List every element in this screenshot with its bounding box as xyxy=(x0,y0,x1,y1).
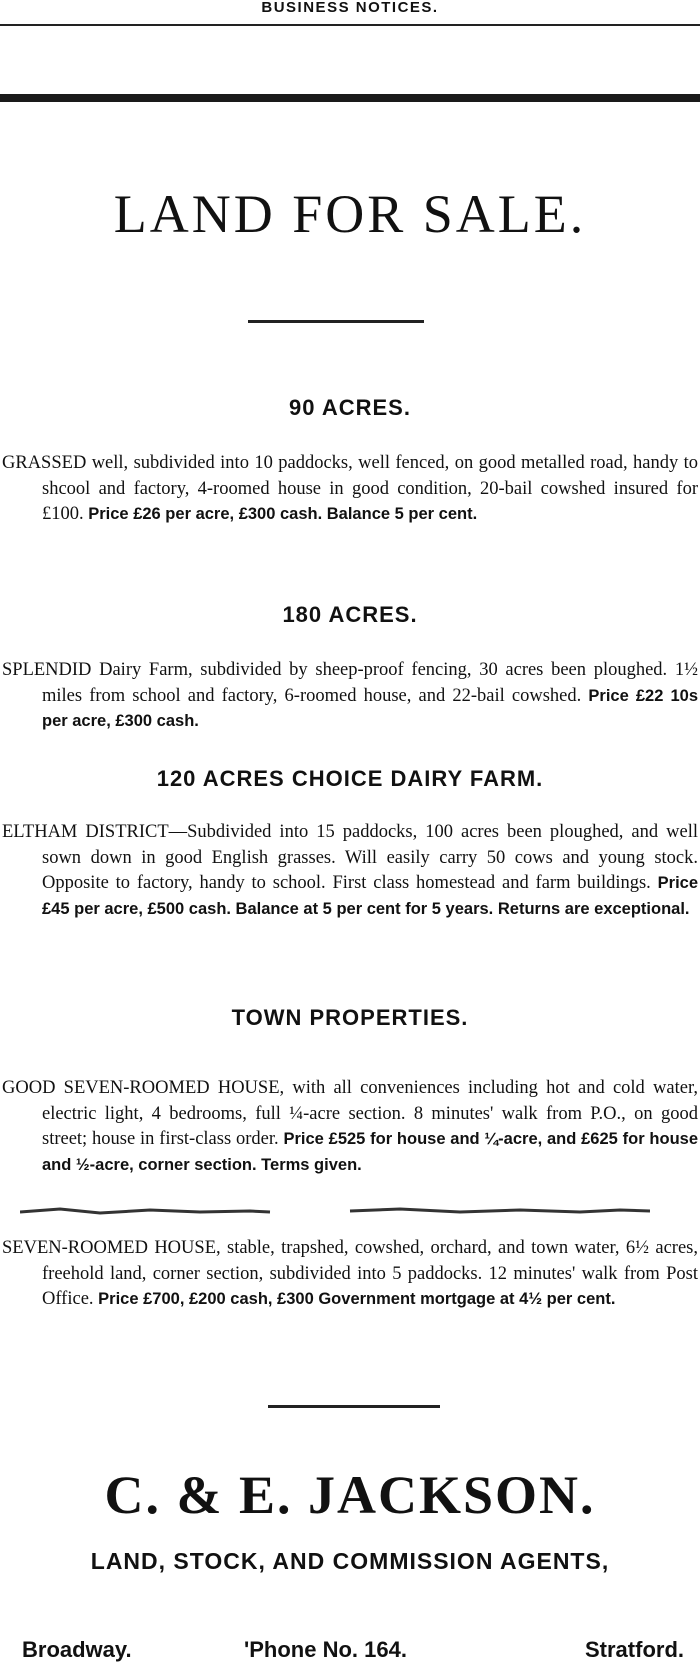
listing-price: Price £45 per acre, £500 cash. Balance at 5 per cent for 5 years. Returns are exceptional. xyxy=(42,874,699,918)
header-thick-rule xyxy=(0,94,700,102)
footer-phone: 'Phone No. 164. xyxy=(244,1637,407,1662)
rough-divider xyxy=(20,1204,650,1218)
listing-price: Price £525 for house and ¼-acre, and £625 for house and ½-acre, corner section. Terms given. xyxy=(42,1130,699,1174)
section-heading-180-acres: 180 ACRES. xyxy=(282,602,418,627)
listing-seven-roomed-house-hot-water xyxy=(2,1076,698,1178)
advert-title: LAND FOR SALE. xyxy=(113,184,587,244)
listing-body: GRASSED well, subdivided into 10 paddocks, well fenced, on good metalled road, handy to shcool and factory, 4-roomed house in good condition, 20-bail cowshed insured for £100. xyxy=(2,453,698,524)
listing-price: Price £26 per acre, £300 cash. Balance 5 per cent. xyxy=(88,505,478,523)
firm-name: C. & E. JACKSON. xyxy=(104,1465,596,1525)
header-rule xyxy=(0,24,700,26)
listing-price: Price £700, £200 cash, £300 Government mortgage at 4½ per cent. xyxy=(98,1290,616,1308)
footer-address: Broadway. xyxy=(22,1637,132,1662)
listing-body: SEVEN-ROOMED HOUSE, stable, trapshed, cowshed, orchard, and town water, 6½ acres, freehold land, corner section, subdivided into 5 paddocks. 12 minutes' walk from Post Office. xyxy=(2,1238,698,1309)
section-heading-120-acres: 120 ACRES CHOICE DAIRY FARM. xyxy=(156,766,544,791)
listing-90-acres xyxy=(2,451,698,528)
listing-body: GOOD SEVEN-ROOMED HOUSE, with all conveniences including hot and cold water, electric light, 4 bedrooms, full ¼-acre section. 8 minutes' walk from P.O., on good street; house in first-class order. xyxy=(2,1078,698,1149)
footer-separator-rule xyxy=(268,1405,440,1408)
listing-180-acres xyxy=(2,658,698,735)
listing-120-acres xyxy=(2,820,698,922)
listing-price: Price £22 10s per acre, £300 cash. xyxy=(42,686,699,730)
listing-seven-roomed-house-stable xyxy=(2,1236,698,1313)
firm-subtitle: LAND, STOCK, AND COMMISSION AGENTS, xyxy=(90,1548,610,1574)
section-heading-town-properties: TOWN PROPERTIES. xyxy=(231,1005,469,1030)
title-underline-rule xyxy=(248,320,424,323)
footer-town: Stratford. xyxy=(585,1637,684,1662)
section-heading-90-acres: 90 ACRES. xyxy=(289,395,411,420)
listing-body: ELTHAM DISTRICT—Subdivided into 15 paddocks, 100 acres been ploughed, and well sown down in good English grasses. Will easily carry 50 cows and young stock. Opposite to factory, handy to school. First class homestead and farm buildings. xyxy=(2,822,698,893)
listing-body: SPLENDID Dairy Farm, subdivided by sheep-proof fencing, 30 acres been ploughed. 1½ miles from school and factory, 6-roomed house, and 22-bail cowshed. xyxy=(2,660,698,706)
page-header-label: BUSINESS NOTICES. xyxy=(261,0,439,16)
